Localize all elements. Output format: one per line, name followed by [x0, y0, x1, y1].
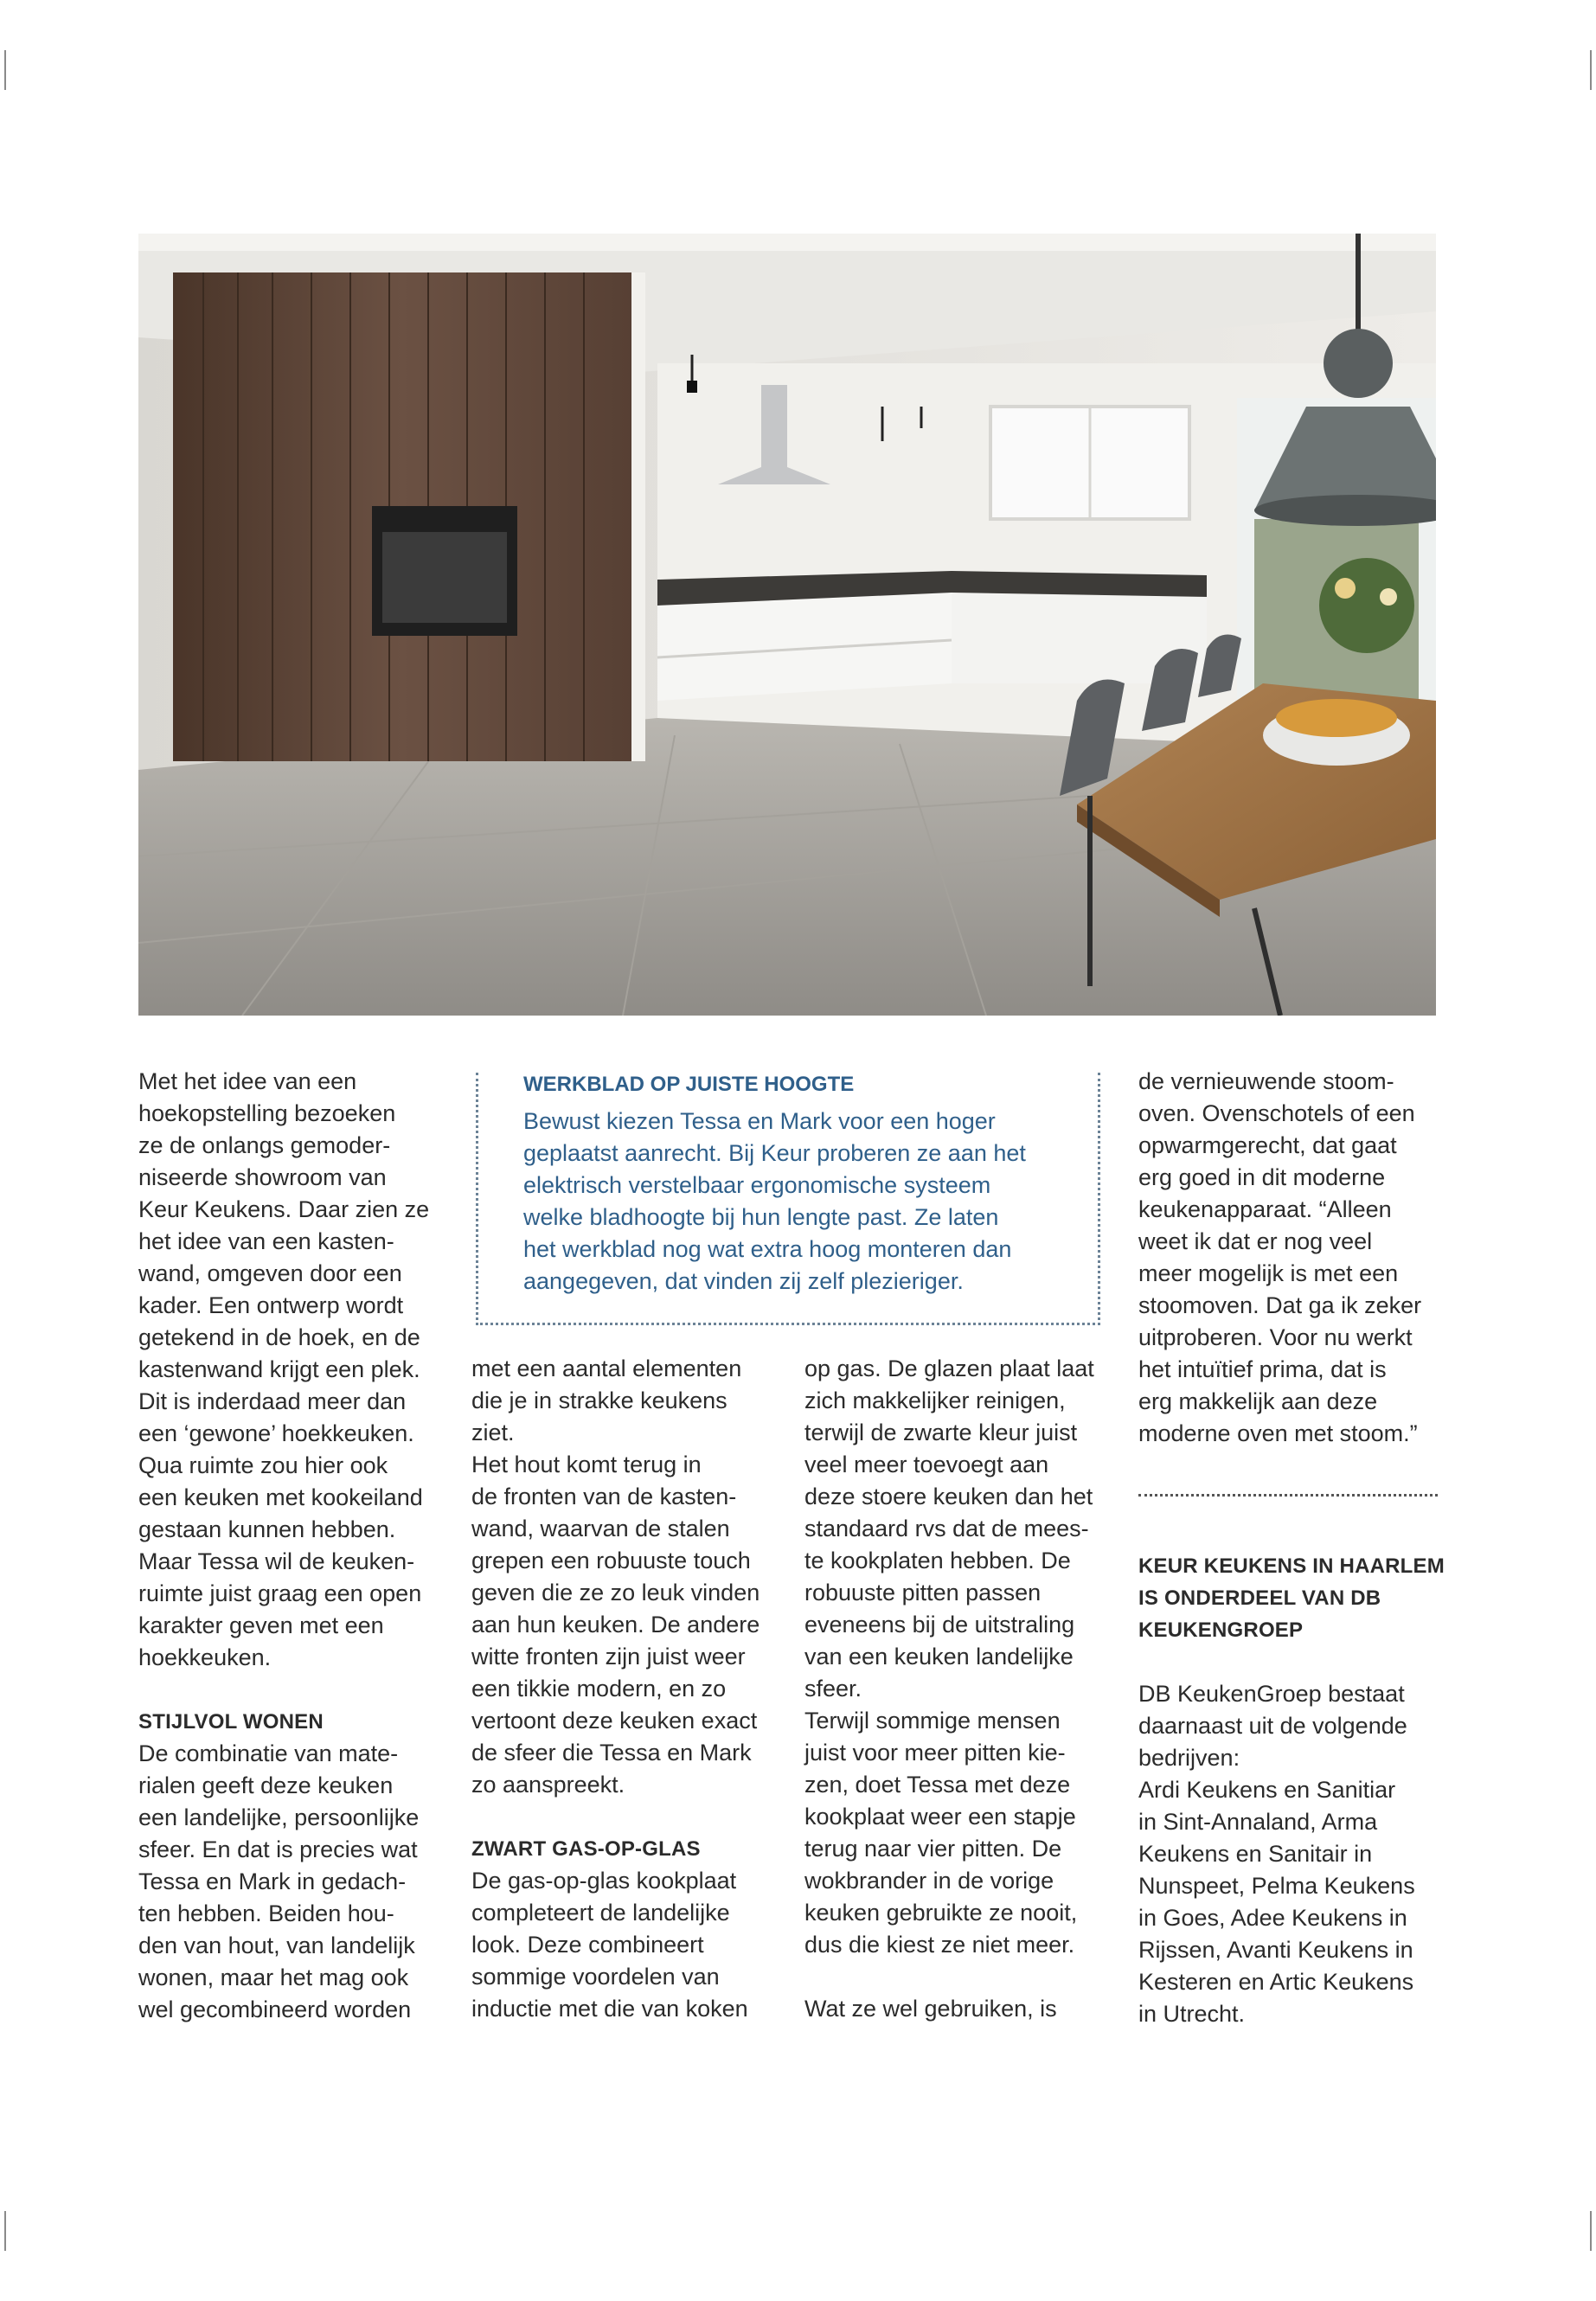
- dotted-divider: [1138, 1494, 1438, 1497]
- sidebar-heading-line: KEUKENGROEP: [1138, 1618, 1304, 1642]
- paragraph-line: uitproberen. Voor nu werkt: [1138, 1324, 1413, 1350]
- callout-line: aangegeven, dat vinden zij zelf plezieriger.: [523, 1268, 964, 1294]
- callout-line: Bewust kiezen Tessa en Mark voor een hoger: [523, 1108, 996, 1134]
- column-1: [138, 1066, 450, 2026]
- paragraph-line: Met het idee van een: [138, 1068, 357, 1094]
- column-4-sidebar: [1138, 1550, 1450, 2030]
- crop-mark-top-right: [1590, 50, 1592, 90]
- paragraph-line: De gas-op-glas kookplaat: [471, 1868, 737, 1894]
- paragraph-line: wonen, maar het mag ook: [138, 1965, 409, 1990]
- paragraph-line: veel meer toevoegt aan: [804, 1452, 1049, 1477]
- paragraph-line: Keur Keukens. Daar zien ze: [138, 1196, 430, 1222]
- paragraph-line: Keukens en Sanitair in: [1138, 1841, 1373, 1867]
- callout-title: WERKBLAD OP JUISTE HOOGTE: [523, 1073, 855, 1096]
- paragraph-line: deze stoere keuken dan het: [804, 1484, 1093, 1509]
- paragraph-line: De combinatie van mate-: [138, 1740, 399, 1766]
- paragraph-line: getekend in de hoek, en de: [138, 1324, 420, 1350]
- paragraph-line: van een keuken landelijke: [804, 1644, 1074, 1670]
- paragraph-line: completeert de landelijke: [471, 1900, 730, 1926]
- paragraph-line: terwijl de zwarte kleur juist: [804, 1420, 1078, 1445]
- paragraph-line: op gas. De glazen plaat laat: [804, 1356, 1094, 1381]
- paragraph-line: in Goes, Adee Keukens in: [1138, 1905, 1407, 1931]
- paragraph-line: sfeer. En dat is precies wat: [138, 1836, 418, 1862]
- paragraph-line: meer mogelijk is met een: [1138, 1260, 1399, 1286]
- callout-line: het werkblad nog wat extra hoog monteren dan: [523, 1236, 1012, 1262]
- paragraph-line: kookplaat weer een stapje: [804, 1804, 1076, 1830]
- paragraph-line: het idee van een kasten-: [138, 1228, 394, 1254]
- paragraph-line: gestaan kunnen hebben.: [138, 1516, 396, 1542]
- paragraph-line: grepen een robuuste touch: [471, 1548, 751, 1574]
- paragraph-line: eveneens bij de uitstraling: [804, 1612, 1075, 1638]
- paragraph-line: een tikkie modern, en zo: [471, 1676, 727, 1702]
- paragraph-line: robuuste pitten passen: [804, 1580, 1042, 1606]
- paragraph-line: kader. Een ontwerp wordt: [138, 1292, 404, 1318]
- section-heading-stijlvol-wonen: STIJLVOL WONEN: [138, 1710, 324, 1734]
- paragraph-line: in Utrecht.: [1138, 2001, 1246, 2027]
- paragraph-line: de fronten van de kasten-: [471, 1484, 737, 1509]
- paragraph-line: oven. Ovenschotels of een: [1138, 1100, 1415, 1126]
- paragraph-line: standaard rvs dat de mees-: [804, 1516, 1089, 1541]
- paragraph-line: juist voor meer pitten kie-: [804, 1740, 1066, 1766]
- callout-line: geplaatst aanrecht. Bij Keur proberen ze aan het: [523, 1140, 1026, 1166]
- paragraph-line: Dit is inderdaad meer dan: [138, 1388, 407, 1414]
- paragraph-line: den van hout, van landelijk: [138, 1932, 415, 1958]
- column-4: [1138, 1066, 1450, 1450]
- kitchen-photo: [138, 234, 1436, 1016]
- paragraph-line: die je in strakke keukens: [471, 1388, 727, 1413]
- paragraph-line: Terwijl sommige mensen: [804, 1708, 1061, 1734]
- paragraph-line: ze de onlangs gemoder-: [138, 1132, 391, 1158]
- paragraph-line: wel gecombineerd worden: [138, 1997, 412, 2022]
- paragraph-line: erg makkelijk aan deze: [1138, 1388, 1378, 1414]
- paragraph-line: Het hout komt terug in: [471, 1452, 702, 1477]
- paragraph-line: DB KeukenGroep bestaat: [1138, 1681, 1405, 1707]
- callout-box: [476, 1073, 1100, 1325]
- paragraph-line: te kookplaten hebben. De: [804, 1548, 1071, 1574]
- paragraph-line: Tessa en Mark in gedach-: [138, 1868, 407, 1894]
- paragraph-line: wand, waarvan de stalen: [471, 1516, 730, 1541]
- paragraph-line: een landelijke, persoonlijke: [138, 1804, 420, 1830]
- callout-line: welke bladhoogte bij hun lengte past. Ze laten: [523, 1204, 999, 1230]
- paragraph-line: Wat ze wel gebruiken, is: [804, 1996, 1057, 2022]
- paragraph-line: zen, doet Tessa met deze: [804, 1772, 1071, 1798]
- paragraph-line: Kesteren en Artic Keukens: [1138, 1969, 1414, 1995]
- crop-mark-top-left: [4, 50, 6, 90]
- paragraph-line: Ardi Keukens en Sanitiar: [1138, 1777, 1396, 1803]
- paragraph-line: sommige voordelen van: [471, 1964, 720, 1990]
- paragraph-line: wand, omgeven door een: [138, 1260, 402, 1286]
- paragraph-line: wokbrander in de vorige: [804, 1868, 1054, 1894]
- paragraph-line: Rijssen, Avanti Keukens in: [1138, 1937, 1413, 1963]
- paragraph-line: dus die kiest ze niet meer.: [804, 1932, 1075, 1958]
- paragraph-line: inductie met die van koken: [471, 1996, 748, 2022]
- paragraph-line: look. Deze combineert: [471, 1932, 704, 1958]
- paragraph-line: erg goed in dit moderne: [1138, 1164, 1386, 1190]
- paragraph-line: daarnaast uit de volgende: [1138, 1713, 1407, 1739]
- paragraph-line: ruimte juist graag een open: [138, 1580, 422, 1606]
- paragraph-line: moderne oven met stoom.”: [1138, 1420, 1418, 1446]
- paragraph-line: zich makkelijker reinigen,: [804, 1388, 1066, 1413]
- paragraph-line: ziet.: [471, 1420, 515, 1445]
- paragraph-line: stoomoven. Dat ga ik zeker: [1138, 1292, 1422, 1318]
- paragraph-line: een ‘gewone’ hoekkeuken.: [138, 1420, 414, 1446]
- paragraph-line: de sfeer die Tessa en Mark: [471, 1740, 752, 1766]
- paragraph-line: witte fronten zijn juist weer: [471, 1644, 746, 1670]
- paragraph-line: Nunspeet, Pelma Keukens: [1138, 1873, 1415, 1899]
- paragraph-line: ten hebben. Beiden hou-: [138, 1900, 394, 1926]
- paragraph-line: Maar Tessa wil de keuken-: [138, 1548, 415, 1574]
- paragraph-line: vertoont deze keuken exact: [471, 1708, 758, 1734]
- paragraph-line: bedrijven:: [1138, 1745, 1240, 1771]
- paragraph-line: Qua ruimte zou hier ook: [138, 1452, 388, 1478]
- paragraph-line: sfeer.: [804, 1676, 862, 1702]
- section-heading-zwart-gas-op-glas: ZWART GAS-OP-GLAS: [471, 1837, 701, 1861]
- paragraph-line: opwarmgerecht, dat gaat: [1138, 1132, 1397, 1158]
- paragraph-line: hoekkeuken.: [138, 1644, 272, 1670]
- paragraph-line: met een aantal elementen: [471, 1356, 742, 1381]
- paragraph-line: terug naar vier pitten. De: [804, 1836, 1062, 1862]
- paragraph-line: de vernieuwende stoom-: [1138, 1068, 1394, 1094]
- paragraph-line: karakter geven met een: [138, 1612, 384, 1638]
- paragraph-line: weet ik dat er nog veel: [1138, 1228, 1373, 1254]
- paragraph-line: rialen geeft deze keuken: [138, 1772, 394, 1798]
- paragraph-line: het intuïtief prima, dat is: [1138, 1356, 1387, 1382]
- paragraph-line: in Sint-Annaland, Arma: [1138, 1809, 1378, 1835]
- paragraph-line: keuken gebruikte ze nooit,: [804, 1900, 1078, 1926]
- sidebar-heading-line: KEUR KEUKENS IN HAARLEM: [1138, 1554, 1445, 1578]
- callout-body: [523, 1106, 1077, 1298]
- crop-mark-bottom-left: [4, 2211, 6, 2251]
- callout-line: elektrisch verstelbaar ergonomische systeem: [523, 1172, 991, 1198]
- sidebar-heading-line: IS ONDERDEEL VAN DB: [1138, 1586, 1381, 1610]
- paragraph-line: zo aanspreekt.: [471, 1772, 625, 1798]
- paragraph-line: aan hun keuken. De andere: [471, 1612, 760, 1638]
- column-3: [804, 1353, 1125, 2025]
- paragraph-line: geven die ze zo leuk vinden: [471, 1580, 760, 1606]
- paragraph-line: kastenwand krijgt een plek.: [138, 1356, 420, 1382]
- crop-mark-bottom-right: [1590, 2211, 1592, 2251]
- paragraph-line: niseerde showroom van: [138, 1164, 387, 1190]
- paragraph-line: keukenapparaat. “Alleen: [1138, 1196, 1392, 1222]
- paragraph-line: hoekopstelling bezoeken: [138, 1100, 396, 1126]
- column-2: [471, 1353, 792, 2025]
- paragraph-line: een keuken met kookeiland: [138, 1484, 423, 1510]
